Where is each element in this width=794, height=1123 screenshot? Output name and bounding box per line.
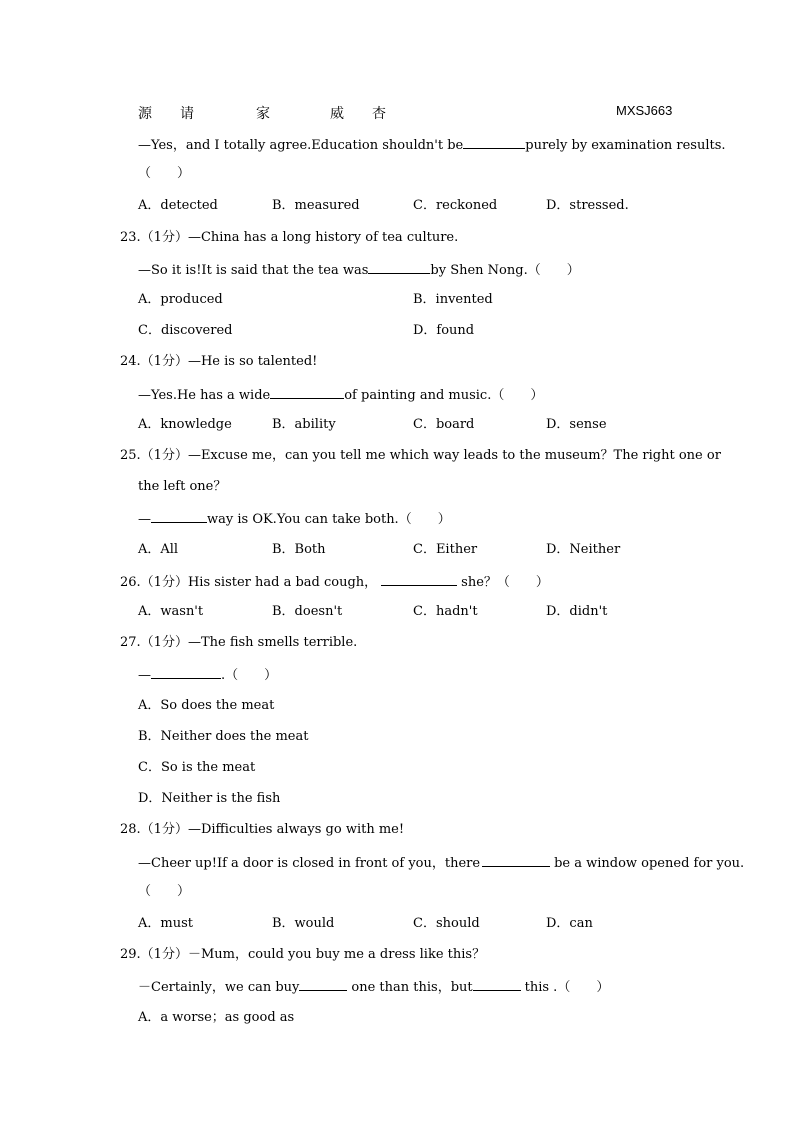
q24-stem: 24.（1分）—He is so talented! — [120, 354, 318, 369]
q24-option-d[interactable]: D．sense — [546, 417, 607, 432]
q27-option-b[interactable]: B．Neither does the meat — [138, 729, 309, 744]
q22-option-d[interactable]: D．stressed. — [546, 198, 629, 213]
q28-option-d[interactable]: D．can — [546, 916, 593, 931]
answer-blank[interactable] — [270, 386, 344, 399]
q28-line: —Cheer up!If a door is closed in front of you，there be a window opened for you. — [138, 856, 745, 871]
q29-line: －Certainly，we can buy one than this，but this .（ ） — [138, 980, 610, 995]
q27-line: — .（ ） — [138, 668, 278, 683]
q28-option-b[interactable]: B．would — [272, 916, 335, 931]
q28-option-c[interactable]: C．should — [413, 916, 480, 931]
answer-blank[interactable] — [482, 854, 550, 867]
q25-option-a[interactable]: A．All — [138, 542, 179, 557]
header-char-2: 请 — [180, 106, 194, 122]
header-char-3: 家 — [256, 106, 270, 122]
q23-option-d[interactable]: D．found — [413, 323, 475, 338]
q24-option-c[interactable]: C．board — [413, 417, 475, 432]
answer-blank[interactable] — [473, 978, 521, 991]
q26-stem: 26.（1分）His sister had a bad cough， she？（ ） — [120, 575, 549, 590]
q25-option-d[interactable]: D．Neither — [546, 542, 621, 557]
header-char-5: 杏 — [372, 106, 386, 122]
answer-blank[interactable] — [151, 666, 221, 679]
answer-blank[interactable] — [299, 978, 347, 991]
q22-option-c[interactable]: C．reckoned — [413, 198, 498, 213]
q22-paren: （ ） — [138, 166, 191, 181]
answer-blank[interactable] — [463, 136, 525, 149]
answer-blank[interactable] — [381, 573, 457, 586]
q24-line: —Yes.He has a wide of painting and music.（ ） — [138, 388, 544, 403]
answer-blank[interactable] — [151, 510, 207, 523]
q24-option-b[interactable]: B．ability — [272, 417, 336, 432]
q27-stem: 27.（1分）—The fish smells terrible. — [120, 635, 358, 650]
q26-option-b[interactable]: B．doesn't — [272, 604, 343, 619]
q26-option-a[interactable]: A．wasn't — [138, 604, 204, 619]
q22-option-b[interactable]: B．measured — [272, 198, 360, 213]
doc-code: MXSJ663 — [616, 103, 673, 118]
q26-option-d[interactable]: D．didn't — [546, 604, 608, 619]
header-char-1: 源 — [138, 106, 152, 122]
q23-option-a[interactable]: A．produced — [138, 292, 223, 307]
q27-option-a[interactable]: A．So does the meat — [138, 698, 275, 713]
q25-stem-cont: the left one？ — [138, 479, 227, 494]
q25-line: — way is OK.You can take both.（ ） — [138, 512, 451, 527]
q29-stem: 29.（1分）－Mum，could you buy me a dress like this？ — [120, 947, 486, 962]
q25-option-b[interactable]: B．Both — [272, 542, 326, 557]
answer-blank[interactable] — [368, 261, 430, 274]
q28-option-a[interactable]: A．must — [138, 916, 193, 931]
q23-option-c[interactable]: C．discovered — [138, 323, 233, 338]
q27-option-d[interactable]: D．Neither is the fish — [138, 791, 281, 806]
q22-line: —Yes，and I totally agree.Education shouldn't be purely by examination results. — [138, 138, 726, 153]
q28-paren: （ ） — [138, 884, 191, 899]
q25-option-c[interactable]: C．Either — [413, 542, 478, 557]
q25-stem: 25.（1分）—Excuse me，can you tell me which way leads to the museum？The right one or — [120, 448, 721, 463]
q29-option-a[interactable]: A．a worse；as good as — [138, 1010, 295, 1025]
q26-option-c[interactable]: C．hadn't — [413, 604, 478, 619]
q23-stem: 23.（1分）—China has a long history of tea culture. — [120, 230, 459, 245]
q28-stem: 28.（1分）—Difficulties always go with me! — [120, 822, 405, 837]
q23-line: —So it is!It is said that the tea was by Shen Nong.（ ） — [138, 263, 580, 278]
q27-option-c[interactable]: C．So is the meat — [138, 760, 256, 775]
q23-option-b[interactable]: B．invented — [413, 292, 493, 307]
header-char-4: 威 — [330, 106, 344, 122]
q24-option-a[interactable]: A．knowledge — [138, 417, 232, 432]
q22-option-a[interactable]: A．detected — [138, 198, 218, 213]
